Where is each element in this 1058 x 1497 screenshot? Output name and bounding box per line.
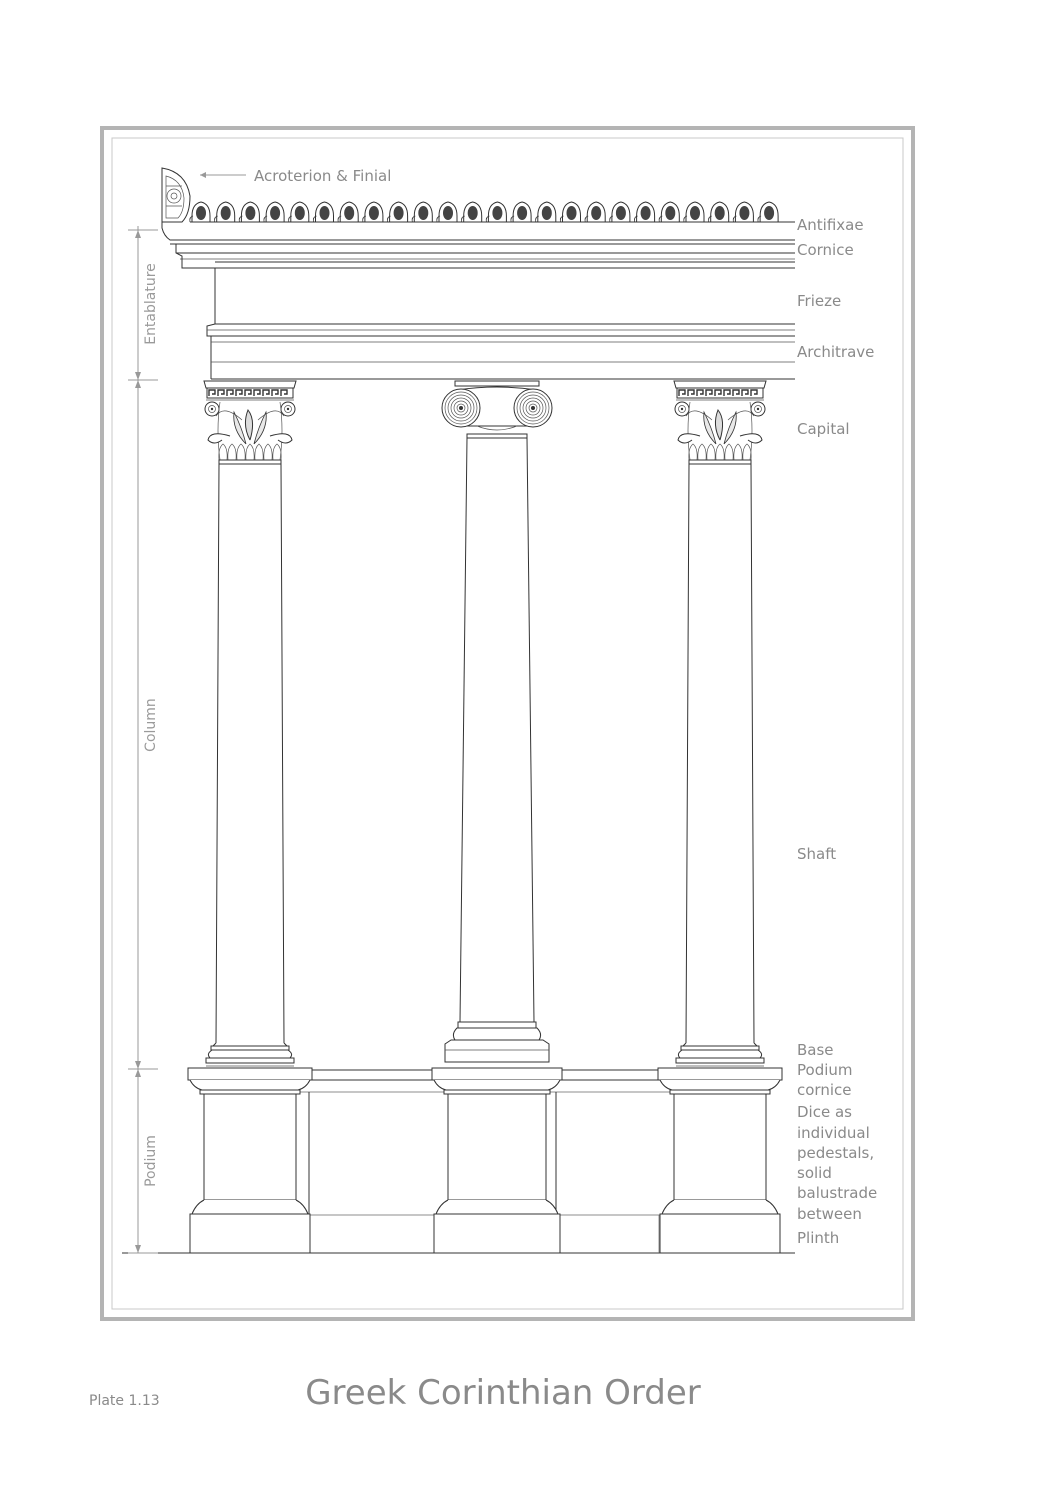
antefix: [486, 202, 506, 222]
antefix: [313, 202, 333, 222]
dimension-label-entablature: Entablature: [143, 263, 159, 345]
meander-band: [207, 388, 293, 398]
antefix: [462, 202, 482, 222]
label-plinth: Plinth: [797, 1229, 840, 1247]
antefix: [264, 202, 284, 222]
label-dice-line-6: between: [797, 1205, 862, 1223]
label-dice-line-4: solid: [797, 1164, 832, 1182]
corinthian-column-left: [204, 381, 296, 1066]
meander-band: [677, 388, 763, 398]
pedestal: [432, 1068, 562, 1253]
antefix: [190, 202, 210, 222]
corinthian-column-right: [674, 381, 766, 1066]
antefix: [387, 202, 407, 222]
label-shaft: Shaft: [797, 845, 837, 863]
antefix: [511, 202, 531, 222]
antefix: [733, 202, 753, 222]
label-dice-line-3: pedestals,: [797, 1144, 875, 1162]
antefix: [363, 202, 383, 222]
antefix: [215, 202, 235, 222]
acroterion-finial: [162, 168, 190, 222]
antefix: [634, 202, 654, 222]
label-frieze: Frieze: [797, 292, 842, 310]
ionic-column-center: [442, 381, 552, 1062]
label-dice-line-2: individual: [797, 1124, 870, 1142]
frieze: [215, 268, 795, 324]
label-acroterion: Acroterion & Finial: [254, 167, 392, 185]
label-podium-cornice-line-2: cornice: [797, 1081, 852, 1099]
dimension-label-podium: Podium: [143, 1135, 159, 1187]
antefix: [610, 202, 630, 222]
antefix: [585, 202, 605, 222]
label-podium-cornice-line-1: Podium: [797, 1061, 853, 1079]
antifixae-row: [190, 202, 778, 222]
antefix: [684, 202, 704, 222]
pedestal: [658, 1068, 782, 1253]
antefix: [560, 202, 580, 222]
antefix: [239, 202, 259, 222]
label-dice-line-5: balustrade: [797, 1184, 878, 1202]
label-capital: Capital: [797, 420, 850, 438]
label-base: Base: [797, 1041, 834, 1059]
label-architrave: Architrave: [797, 343, 875, 361]
podium: [122, 1068, 795, 1253]
antefix: [338, 202, 358, 222]
acroterion-arrow: [200, 172, 246, 178]
antefix: [709, 202, 729, 222]
cornice: [162, 222, 795, 268]
plate-title: Greek Corinthian Order: [305, 1373, 701, 1413]
architrave: [207, 324, 795, 379]
antefix: [289, 202, 309, 222]
antefix: [536, 202, 556, 222]
pedestal: [188, 1068, 312, 1253]
plate-number: Plate 1.13: [89, 1393, 160, 1409]
antefix: [758, 202, 778, 222]
label-dice-line-1: Dice as: [797, 1103, 852, 1121]
label-antifixae: Antifixae: [797, 216, 864, 234]
antefix: [659, 202, 679, 222]
antefix: [437, 202, 457, 222]
dimension-label-column: Column: [143, 698, 159, 752]
label-cornice: Cornice: [797, 241, 854, 259]
antefix: [412, 202, 432, 222]
